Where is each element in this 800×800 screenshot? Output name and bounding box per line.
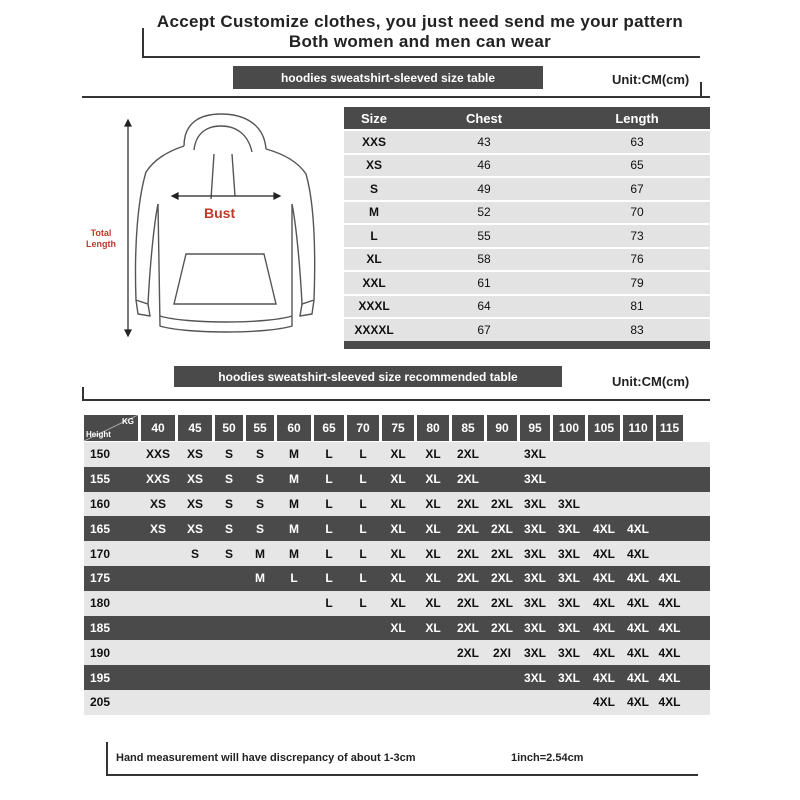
size-table-footer-bar: [344, 341, 710, 349]
height-cell: 175: [90, 571, 111, 586]
divider-tick: [82, 387, 84, 401]
size-recommendation-cell: L: [325, 596, 333, 611]
size-recommendation-cell: 3XL: [557, 670, 580, 685]
size-column-header: Size: [360, 110, 387, 126]
size-cell: XL: [366, 252, 382, 267]
size-recommendation-cell: S: [224, 447, 233, 462]
size-recommendation-cell: XS: [186, 521, 203, 536]
size-recommendation-cell: XL: [390, 447, 406, 462]
chest-cell: 46: [477, 158, 491, 173]
size-table-row: [344, 317, 710, 341]
recommended-table-row: [84, 640, 710, 665]
size-recommendation-cell: XXS: [145, 472, 170, 487]
size-recommendation-cell: XS: [149, 521, 166, 536]
size-recommendation-cell: L: [359, 546, 367, 561]
size-recommendation-cell: 2XL: [456, 645, 479, 660]
header-bracket: [142, 28, 700, 58]
size-recommendation-cell: 4XL: [592, 620, 615, 635]
size-recommendation-cell: 3XL: [557, 546, 580, 561]
height-label: Height: [86, 430, 111, 439]
size-recommendation-cell: M: [255, 571, 265, 586]
size-recommendation-cell: 4XL: [592, 571, 615, 586]
length-cell: 67: [630, 181, 644, 196]
size-recommendation-cell: L: [325, 571, 333, 586]
size-recommendation-cell: 4XL: [626, 620, 649, 635]
size-recommendation-cell: 4XL: [626, 670, 649, 685]
size-recommendation-cell: L: [359, 447, 367, 462]
height-cell: 155: [90, 472, 111, 487]
height-cell: 165: [90, 521, 111, 536]
height-cell: 205: [90, 695, 111, 710]
size-recommendation-cell: XL: [390, 620, 406, 635]
size-recommendation-cell: XL: [425, 447, 441, 462]
chest-cell: 43: [477, 134, 491, 149]
size-recommendation-cell: 3XL: [523, 620, 546, 635]
divider-tick: [700, 82, 702, 98]
size-recommendation-cell: XL: [425, 496, 441, 511]
size-recommendation-cell: L: [359, 571, 367, 586]
size-recommendation-cell: XL: [425, 521, 441, 536]
weight-header-cell: 60: [277, 415, 311, 441]
size-recommendation-cell: 4XL: [626, 521, 649, 536]
height-cell: 195: [90, 670, 111, 685]
recommended-table-unit: Unit:CM(cm): [612, 374, 690, 389]
header-line-1: Accept Customize clothes, you just need send me your pattern: [156, 12, 684, 31]
size-recommendation-cell: L: [325, 496, 333, 511]
weight-header-cell: 85: [452, 415, 484, 441]
size-recommendation-cell: 3XL: [523, 447, 546, 462]
size-table-row: [344, 176, 710, 200]
size-recommendation-cell: XL: [390, 521, 406, 536]
size-recommendation-cell: S: [224, 521, 233, 536]
size-recommendation-cell: 2XL: [456, 620, 479, 635]
length-cell: 70: [630, 205, 644, 220]
size-recommendation-cell: XL: [425, 596, 441, 611]
height-cell: 160: [90, 496, 111, 511]
size-recommendation-cell: S: [224, 496, 233, 511]
size-recommendation-cell: S: [255, 521, 264, 536]
size-cell: XXXL: [358, 299, 390, 314]
chest-cell: 49: [477, 181, 491, 196]
size-recommendation-cell: L: [325, 447, 333, 462]
size-recommendation-cell: 2XL: [490, 596, 513, 611]
size-recommendation-cell: XL: [425, 546, 441, 561]
size-recommendation-cell: 2XL: [456, 496, 479, 511]
size-recommendation-cell: 3XL: [523, 596, 546, 611]
table-corner: [84, 415, 138, 441]
kg-label: KG: [122, 417, 134, 426]
size-recommendation-cell: XL: [390, 596, 406, 611]
size-recommendation-cell: S: [255, 447, 264, 462]
size-recommendation-cell: L: [359, 521, 367, 536]
recommended-table-row: [84, 467, 710, 492]
recommended-table-row: [84, 690, 710, 715]
size-recommendation-cell: 3XL: [523, 546, 546, 561]
size-table-title: hoodies sweatshirt-sleeved size table: [233, 66, 543, 89]
size-cell: XXXXL: [354, 322, 394, 337]
recommended-table-row: [84, 665, 710, 690]
size-recommendation-cell: 3XL: [523, 496, 546, 511]
size-recommendation-cell: XS: [149, 496, 166, 511]
size-recommendation-cell: 3XL: [523, 645, 546, 660]
weight-header-cell: 70: [347, 415, 379, 441]
size-recommendation-cell: M: [289, 447, 299, 462]
header-line-2: Both women and men can wear: [288, 32, 552, 51]
hoodie-diagram: [76, 104, 336, 354]
size-recommendation-cell: L: [359, 596, 367, 611]
size-table-row: [344, 223, 710, 247]
weight-header-cell: 65: [314, 415, 344, 441]
size-recommendation-cell: 2XL: [490, 546, 513, 561]
size-recommendation-cell: 2XI: [492, 645, 511, 660]
height-cell: 170: [90, 546, 111, 561]
size-recommendation-cell: 4XL: [658, 695, 681, 710]
size-recommendation-cell: 2XL: [456, 546, 479, 561]
size-recommendation-cell: 2XL: [490, 521, 513, 536]
recommended-table-row: [84, 516, 710, 541]
height-cell: 150: [90, 447, 111, 462]
size-recommendation-cell: S: [190, 546, 199, 561]
length-cell: 63: [630, 134, 644, 149]
chest-cell: 52: [477, 205, 491, 220]
size-recommendation-cell: XL: [425, 571, 441, 586]
size-recommendation-cell: XL: [390, 571, 406, 586]
size-recommendation-cell: 4XL: [626, 695, 649, 710]
size-recommendation-cell: 4XL: [626, 546, 649, 561]
recommended-table-row: [84, 541, 710, 566]
recommended-table-row: [84, 492, 710, 517]
weight-header-cell: 105: [588, 415, 620, 441]
size-recommendation-cell: 4XL: [658, 571, 681, 586]
length-cell: 76: [630, 252, 644, 267]
recommended-table-row: [84, 566, 710, 591]
total-length-label: Total Length: [86, 228, 116, 249]
size-recommendation-cell: L: [359, 472, 367, 487]
length-cell: 73: [630, 228, 644, 243]
chest-cell: 61: [477, 275, 491, 290]
size-table-row: [344, 129, 710, 153]
chest-column-header: Chest: [465, 110, 503, 126]
size-recommendation-cell: L: [325, 472, 333, 487]
size-recommendation-cell: 3XL: [523, 472, 546, 487]
footer-conversion: 1inch=2.54cm: [511, 752, 584, 764]
size-recommendation-cell: XS: [186, 496, 203, 511]
size-recommendation-cell: S: [224, 546, 233, 561]
size-recommendation-cell: XL: [390, 472, 406, 487]
chest-cell: 67: [477, 322, 491, 337]
length-cell: 79: [630, 275, 644, 290]
weight-header-cell: 115: [656, 415, 683, 441]
size-recommendation-cell: 4XL: [658, 596, 681, 611]
chest-cell: 58: [477, 252, 491, 267]
size-recommendation-cell: S: [255, 496, 264, 511]
weight-header-cell: 95: [520, 415, 550, 441]
size-recommendation-cell: 3XL: [557, 571, 580, 586]
size-cell: M: [369, 205, 379, 220]
size-recommendation-cell: S: [224, 472, 233, 487]
size-recommendation-cell: 4XL: [592, 546, 615, 561]
size-cell: XS: [365, 158, 382, 173]
size-recommendation-cell: XL: [425, 620, 441, 635]
length-column-header: Length: [615, 110, 659, 126]
bust-label: Bust: [204, 205, 236, 221]
length-cell: 65: [630, 158, 644, 173]
size-recommendation-cell: XL: [390, 496, 406, 511]
footer-note: Hand measurement will have discrepancy of about 1-3cm: [116, 752, 416, 764]
size-recommendation-cell: M: [289, 472, 299, 487]
recommended-table-row: [84, 442, 710, 467]
size-recommendation-cell: XL: [390, 546, 406, 561]
size-recommendation-cell: 2XL: [490, 620, 513, 635]
size-recommendation-cell: 4XL: [592, 670, 615, 685]
size-recommendation-cell: M: [255, 546, 265, 561]
size-recommendation-cell: 4XL: [658, 670, 681, 685]
size-recommendation-cell: L: [325, 546, 333, 561]
size-recommendation-cell: 4XL: [658, 645, 681, 660]
weight-header-cell: 45: [178, 415, 212, 441]
recommended-table-title: hoodies sweatshirt-sleeved size recommended table: [174, 366, 562, 387]
size-cell: S: [369, 181, 378, 196]
size-recommendation-cell: 4XL: [592, 521, 615, 536]
chest-cell: 64: [477, 299, 491, 314]
height-cell: 180: [90, 596, 111, 611]
size-table-header: [344, 107, 710, 129]
weight-header-cell: 110: [623, 415, 653, 441]
weight-header-cell: 40: [141, 415, 175, 441]
weight-header-cell: 55: [246, 415, 274, 441]
size-cell: XXL: [362, 275, 386, 290]
size-recommendation-cell: 4XL: [592, 645, 615, 660]
size-recommendation-cell: 2XL: [456, 596, 479, 611]
size-recommendation-cell: L: [325, 521, 333, 536]
size-recommendation-cell: 3XL: [557, 645, 580, 660]
size-recommendation-cell: 3XL: [557, 620, 580, 635]
size-recommendation-cell: 4XL: [592, 695, 615, 710]
size-recommendation-cell: L: [290, 571, 298, 586]
size-recommendation-cell: 4XL: [626, 645, 649, 660]
size-recommendation-cell: 3XL: [557, 521, 580, 536]
divider: [82, 96, 710, 98]
weight-header-cell: 90: [487, 415, 517, 441]
size-recommendation-cell: 4XL: [626, 571, 649, 586]
recommended-table-row: [84, 616, 710, 641]
size-recommendation-cell: 3XL: [557, 596, 580, 611]
size-table-unit: Unit:CM(cm): [612, 72, 690, 87]
size-recommendation-cell: XL: [425, 472, 441, 487]
size-recommendation-cell: 2XL: [456, 472, 479, 487]
size-recommendation-cell: 4XL: [592, 596, 615, 611]
size-table-row: [344, 247, 710, 271]
size-recommendation-cell: L: [359, 496, 367, 511]
size-recommendation-cell: 4XL: [658, 620, 681, 635]
recommended-table: [84, 414, 710, 715]
size-recommendation-cell: XS: [186, 472, 203, 487]
size-recommendation-cell: 3XL: [523, 571, 546, 586]
size-cell: XXS: [361, 134, 386, 149]
size-table: [344, 107, 710, 349]
size-recommendation-cell: 4XL: [626, 596, 649, 611]
size-table-row: [344, 153, 710, 177]
size-table-row: [344, 270, 710, 294]
recommended-table-row: [84, 591, 710, 616]
size-recommendation-cell: M: [289, 521, 299, 536]
size-table-row: [344, 200, 710, 224]
weight-header-cell: 80: [417, 415, 449, 441]
size-recommendation-cell: XXS: [145, 447, 170, 462]
length-cell: 83: [630, 322, 644, 337]
size-recommendation-cell: 2XL: [490, 571, 513, 586]
size-recommendation-cell: 3XL: [523, 670, 546, 685]
size-recommendation-cell: 2XL: [456, 571, 479, 586]
size-recommendation-cell: M: [289, 546, 299, 561]
height-cell: 185: [90, 620, 111, 635]
weight-header-cell: 100: [553, 415, 585, 441]
size-recommendation-cell: S: [255, 472, 264, 487]
size-recommendation-cell: 3XL: [523, 521, 546, 536]
weight-header-cell: 75: [382, 415, 414, 441]
size-recommendation-cell: M: [289, 496, 299, 511]
size-recommendation-cell: XS: [186, 447, 203, 462]
recommended-table-header: [84, 414, 710, 442]
size-table-row: [344, 294, 710, 318]
size-recommendation-cell: 2XL: [456, 521, 479, 536]
length-cell: 81: [630, 299, 644, 314]
chest-cell: 55: [477, 228, 491, 243]
size-recommendation-cell: 3XL: [557, 496, 580, 511]
height-cell: 190: [90, 645, 111, 660]
weight-header-cell: 50: [215, 415, 243, 441]
size-recommendation-cell: 2XL: [490, 496, 513, 511]
size-recommendation-cell: 2XL: [456, 447, 479, 462]
divider: [82, 399, 710, 401]
size-cell: L: [370, 228, 378, 243]
